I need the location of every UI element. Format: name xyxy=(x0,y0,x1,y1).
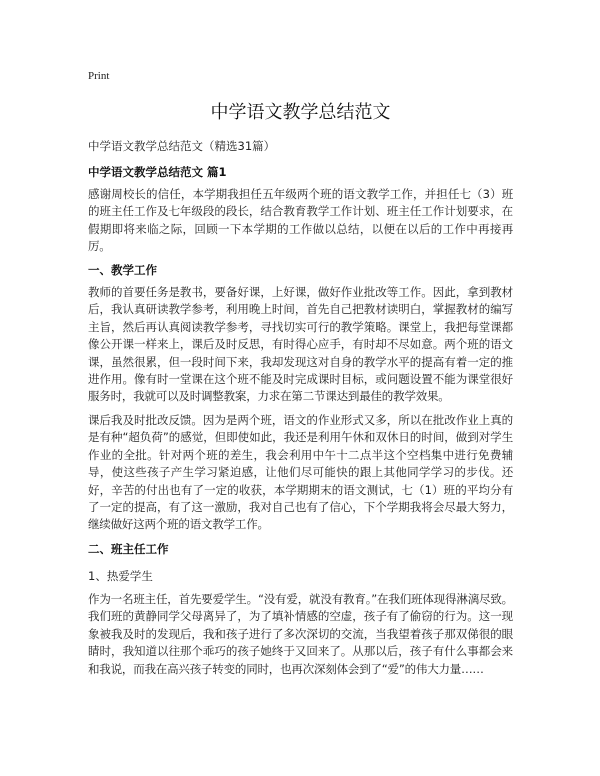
section-title: 中学语文教学总结范文 篇1 xyxy=(88,165,227,179)
sub-item-love-students: 1、热爱学生 xyxy=(88,569,153,583)
heading-class-teacher-work: 二、班主任工作 xyxy=(88,542,169,556)
page-title: 中学语文教学总结范文 xyxy=(210,102,391,123)
page-subtitle: 中学语文教学总结范文（精选31篇） xyxy=(88,139,276,153)
paragraph-teaching-1: 教师的首要任务是教书，要备好课，上好课，做好作业批改等工作。因此，拿到教材后，我认真研读教学参考，利用晚上时间，首先自己把教材读明白，掌握教材的编写主旨，然后再认真阅读教学参考，寻找切实可行的教学策略。课堂上，我把每堂课都像公开课一样来上，课后及时反思，有时得心应手，有时却不尽如意。两个班的语文课，虽然很累，但一段时间下来，我却发现这对自身的教学水平的提高有着一定的推进作用。像有时一堂课在这个班不能及时完成课时目标，或问题设置不能为课堂很好服务时，我就可以及时调整教案，力求在第二节课达到最佳的教学效果。 xyxy=(88,285,513,404)
print-link[interactable]: Print xyxy=(88,70,110,82)
paragraph-class-teacher-1: 作为一名班主任，首先要爱学生。“没有爱，就没有教育。”在我们班体现得淋漓尽致。我们班的黄静同学父母离异了，为了填补情感的空虚，孩子有了偷窃的行为。这一现象被我及时的发现后，我和孩子进行了多次深切的交流，当我望着孩子那双俤很的眼睛时，我知道以往那个乖巧的孩子她终于又回来了。从那以后，孩子有什么事都会来和我说，而我在高兴孩子转变的同时，也再次深刻体会到了“爱”的伟大力量…… xyxy=(88,592,513,676)
heading-teaching-work: 一、教学工作 xyxy=(88,263,157,277)
intro-paragraph: 感谢周校长的信任，本学期我担任五年级两个班的语文教学工作，并担任七（3）班的班主任工作及七年级段的段长，结合教育教学工作计划、班主任工作计划要求，在假期即将来临之际，回顾一下本学期的工作做以总结，以便在以后的工作中再接再厉。 xyxy=(88,187,513,254)
paragraph-teaching-2: 课后我及时批改反馈。因为是两个班，语文的作业形式又多，所以在批改作业上真的是有种“超负荷”的感觉，但即使如此，我还是利用午休和双休日的时间，做到对学生作业的全批。针对两个班的差生，我会利用中午十二点半这个空档集中进行免费辅导，使这些孩子产生学习紧迫感，让他们尽可能快的跟上其他同学学习的步伐。还好，辛苦的付出也有了一定的收获，本学期期末的语文测试，七（1）班的平均分有了一定的提高，有了这一激励，我对自己也有了信心，下个学期我将会尽最大努力，继续做好这两个班的语文教学工作。 xyxy=(88,413,513,532)
